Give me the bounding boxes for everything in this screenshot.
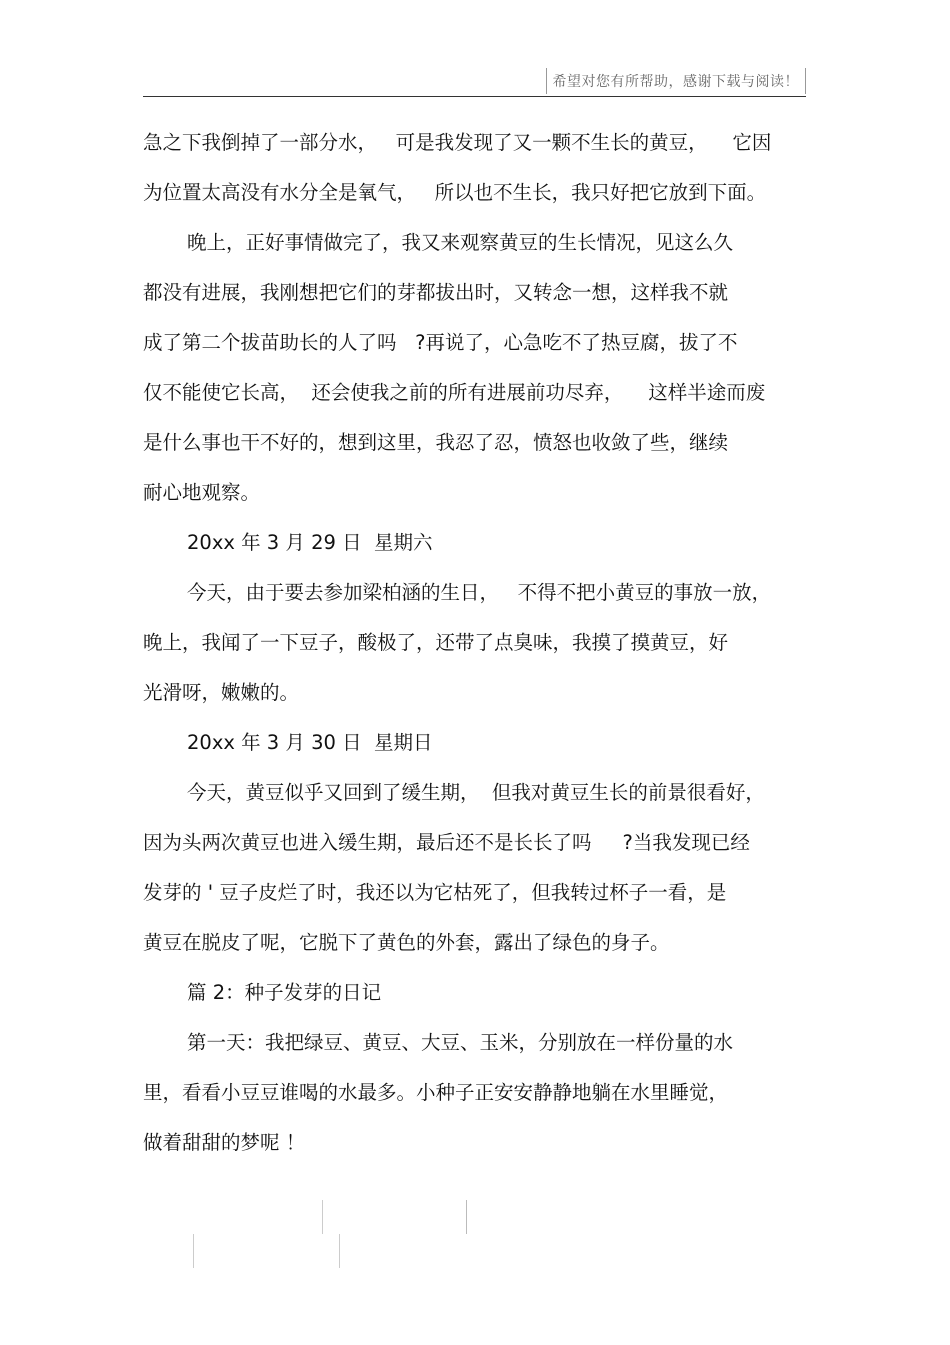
text-line: 耐心地观察。 [143, 481, 261, 504]
document-body [143, 118, 823, 1168]
faint-rule [339, 1234, 340, 1268]
text-line: 里，看看小豆豆谁喝的水最多。小种子正安安静静地躺在水里睡觉， [143, 1081, 729, 1104]
text-line: 做着甜甜的梦呢 ！ [143, 1131, 306, 1154]
text-line: 光滑呀，嫩嫩的。 [143, 681, 300, 704]
faint-rule [193, 1234, 194, 1268]
text-line: 为位置太高没有水分全是氧气， 所以也不生长，我只好把它放到下面。 [143, 181, 767, 204]
text-line: 晚上，正好事情做完了，我又来观察黄豆的生长情况，见这么久 [187, 231, 734, 254]
text-line: 黄豆在脱皮了呢，它脱下了黄色的外套，露出了绿色的身子。 [143, 931, 670, 954]
text-line: 是什么事也干不好的，想到这里，我忍了忍，愤怒也收敛了些，继续 [143, 431, 729, 454]
text-line: 都没有进展，我刚想把它们的芽都拔出时，又转念一想，这样我不就 [143, 281, 729, 304]
text-line: 急之下我倒掉了一部分水， 可是我发现了又一颗不生长的黄豆， 它因 [143, 131, 772, 154]
text-line: 今天，由于要去参加梁柏涵的生日， 不得不把小黄豆的事放一放， [187, 581, 772, 604]
text-line: 篇 2：种子发芽的日记 [187, 981, 382, 1004]
faint-rule [322, 1200, 323, 1234]
header-note: 希望对您有所帮助，感谢下载与阅读！ [546, 68, 807, 94]
text-line: 20xx 年 3 月 30 日 星期日 [187, 731, 433, 754]
text-line: 今天，黄豆似乎又回到了缓生期， 但我对黄豆生长的前景很看好， [187, 781, 765, 804]
text-line: 因为头两次黄豆也进入缓生期，最后还不是长长了吗 ?当我发现已经 [143, 831, 750, 854]
text-line: 成了第二个拔苗助长的人了吗 ?再说了，心急吃不了热豆腐，拔了不 [143, 331, 738, 354]
text-line: 仅不能使它长高， 还会使我之前的所有进展前功尽弃， 这样半途而废 [143, 381, 766, 404]
text-line: 发芽的 ' 豆子皮烂了时，我还以为它枯死了，但我转过杯子一看，是 [143, 881, 727, 904]
page-header [143, 68, 806, 97]
text-line: 晚上，我闻了一下豆子，酸极了，还带了点臭味，我摸了摸黄豆，好 [143, 631, 729, 654]
text-line: 20xx 年 3 月 29 日 星期六 [187, 531, 433, 554]
text-line: 第一天：我把绿豆、黄豆、大豆、玉米，分别放在一样份量的水 [187, 1031, 734, 1054]
faint-rule [466, 1200, 467, 1234]
